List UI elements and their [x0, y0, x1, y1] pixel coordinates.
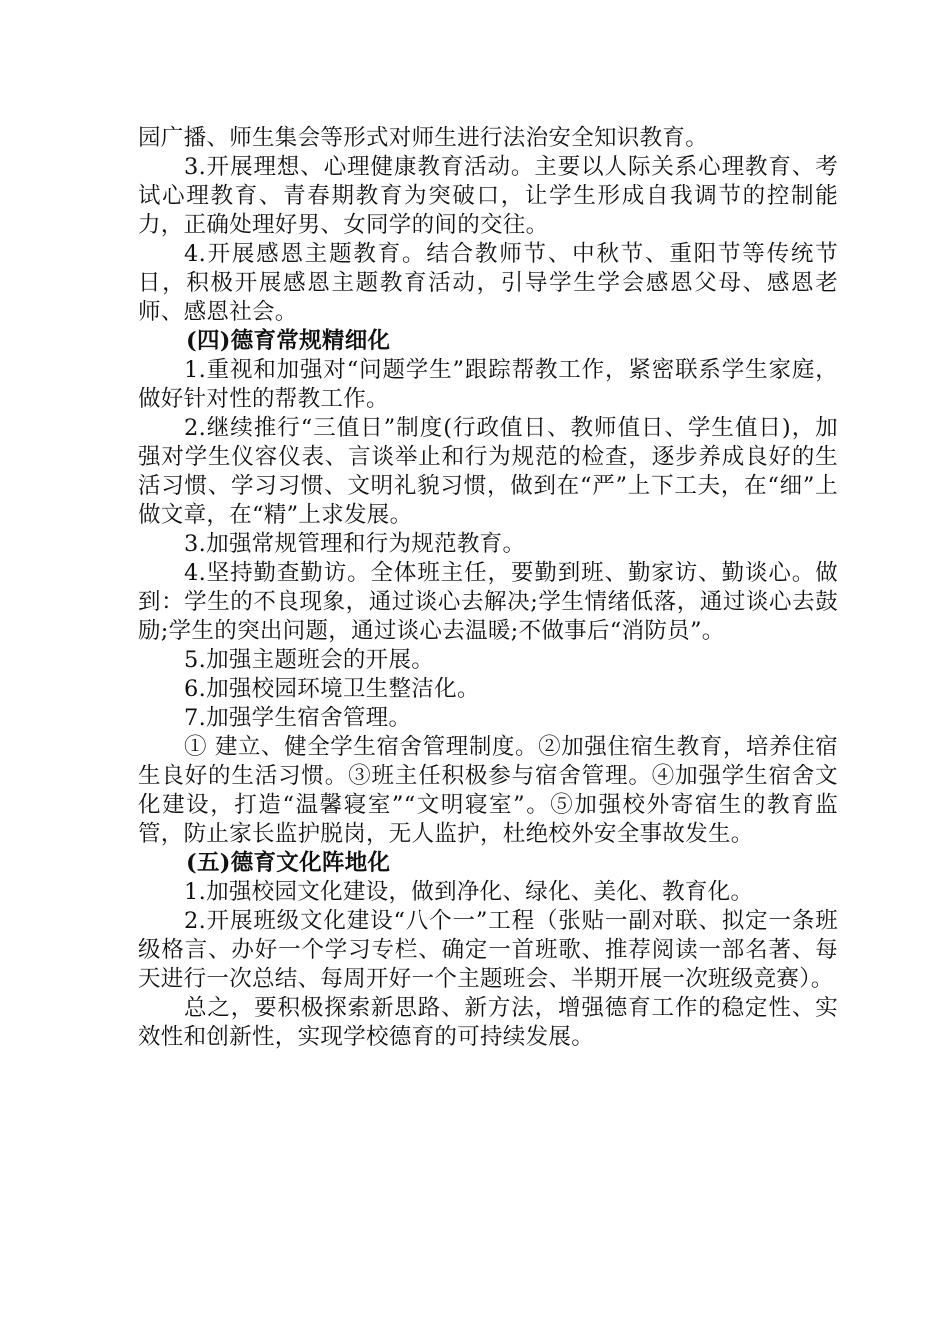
paragraph-item-3-ideal-psych: 3.开展理想、心理健康教育活动。主要以人际关系心理教育、考试心理教育、青春期教育为突破口，让学生形成自我调节的控制能力，正确处理好男、女同学的间的交往。 — [138, 154, 838, 238]
section-heading-4: (四)德育常规精细化 — [186, 328, 391, 354]
paragraph-item-6-hygiene: 6.加强校园环境卫生整洁化。 — [184, 676, 480, 702]
paragraph-item-3-routine: 3.加强常规管理和行为规范教育。 — [184, 531, 526, 557]
paragraph-item-4-gratitude: 4.开展感恩主题教育。结合教师节、中秋节、重阳节等传统节日，积极开展感恩主题教育活动，引导学生学会感恩父母、感恩老师、感恩社会。 — [138, 241, 838, 325]
paragraph-continuation: 园广播、师生集会等形式对师生进行法治安全知识教育。 — [138, 125, 709, 151]
paragraph-item-2-class-culture: 2.开展班级文化建设“八个一”工程（张贴一副对联、拟定一条班级格言、办好一个学习专栏、确定一首班歌、推荐阅读一部名著、每天进行一次总结、每周开好一个主题班会、半期开展一次班级竞赛）。 — [138, 908, 838, 992]
paragraph-item-1-campus-culture: 1.加强校园文化建设，做到净化、绿化、美化、教育化。 — [184, 879, 754, 905]
paragraph-item-7-dormitory: 7.加强学生宿舍管理。 — [184, 705, 412, 731]
paragraph-conclusion: 总之，要积极探索新思路、新方法，增强德育工作的稳定性、实效性和创新性，实现学校德育的可持续发展。 — [138, 995, 838, 1050]
paragraph-item-5-class-meeting: 5.加强主题班会的开展。 — [184, 647, 435, 673]
section-heading-5: (五)德育文化阵地化 — [186, 850, 391, 876]
paragraph-dormitory-details: ① 建立、健全学生宿舍管理制度。②加强住宿生教育，培养住宿生良好的生活习惯。③班主任积极参与宿舍管理。④加强学生宿舍文化建设，打造“温馨寝室”“文明寝室”。⑤加强校外寄宿生的教育监管，防止家长监护脱岗，无人监护，杜绝校外安全事故发生。 — [138, 734, 838, 847]
paragraph-item-1-problem-students: 1.重视和加强对“问题学生”跟踪帮教工作，紧密联系学生家庭，做好针对性的帮教工作。 — [138, 357, 838, 412]
document-page — [138, 124, 838, 1052]
paragraph-item-2-three-duty: 2.继续推行“三值日”制度(行政值日、教师值日、学生值日)，加强对学生仪容仪表、言谈举止和行为规范的检查，逐步养成良好的生活习惯、学习习惯、文明礼貌习惯，做到在“严”上下工夫，在“细”上做文章，在“精”上求发展。 — [138, 415, 838, 528]
paragraph-item-4-visits: 4.坚持勤查勤访。全体班主任，要勤到班、勤家访、勤谈心。做到：学生的不良现象，通过谈心去解决;学生情绪低落，通过谈心去鼓励;学生的突出问题，通过谈心去温暖;不做事后“消防员”。 — [138, 560, 838, 644]
